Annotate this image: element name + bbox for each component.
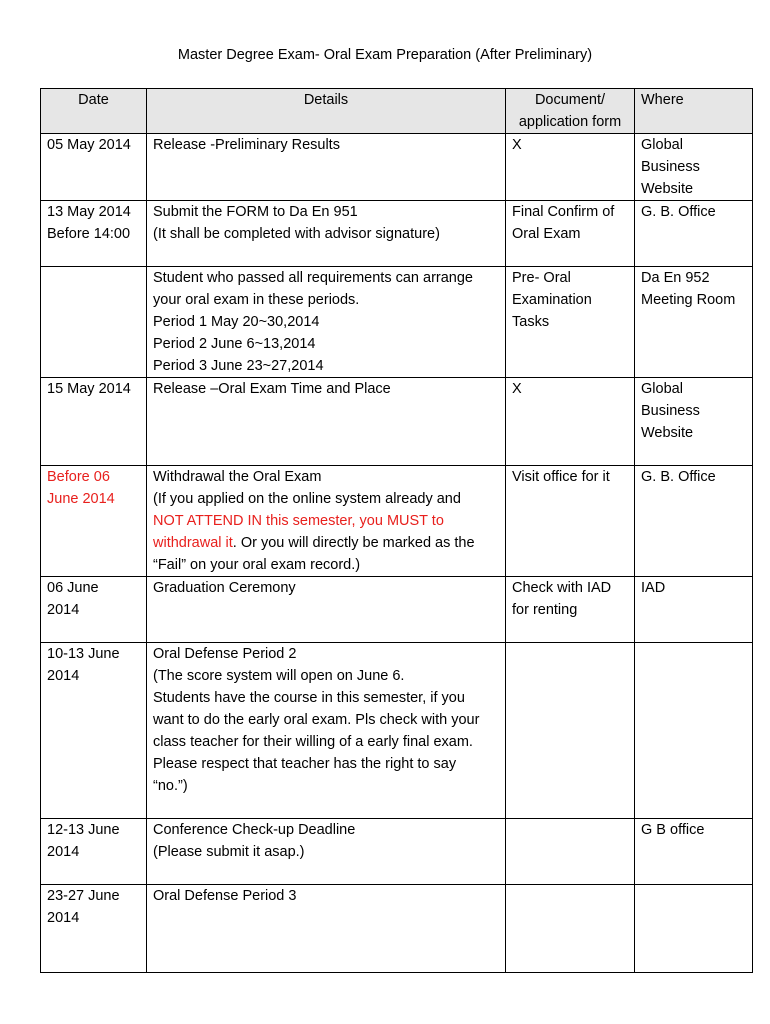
cell-where [635, 643, 753, 819]
cell-where: G B office [635, 819, 753, 885]
cell-where: Global Business Website [635, 378, 753, 466]
page-title: Master Degree Exam- Oral Exam Preparation (After Preliminary) [177, 47, 593, 63]
cell-details: Conference Check-up Deadline (Please submit it asap.) [147, 819, 506, 885]
cell-date: Before 06 June 2014 [41, 466, 147, 577]
header-details: Details [147, 89, 506, 134]
cell-document: Final Confirm of Oral Exam [506, 201, 635, 267]
cell-document [506, 643, 635, 819]
table-row [41, 267, 753, 378]
cell-date: 12-13 June 2014 [41, 819, 147, 885]
cell-where: Global Business Website [635, 134, 753, 201]
cell-document [506, 819, 635, 885]
table-row [41, 643, 753, 819]
cell-document [506, 885, 635, 973]
cell-details: Withdrawal the Oral Exam (If you applied on the online system already and NOT ATTEND IN this semester, you MUST to withdrawal it. Or you will directly be marked as the “Fail” on your oral exam record.) [147, 466, 506, 577]
cell-where: IAD [635, 577, 753, 643]
schedule-table [40, 88, 753, 973]
cell-date [41, 267, 147, 378]
cell-details: Submit the FORM to Da En 951 (It shall be completed with advisor signature) [147, 201, 506, 267]
table-row [41, 577, 753, 643]
table-row [41, 134, 753, 201]
cell-details: Student who passed all requirements can arrange your oral exam in these periods. Period 1 May 20~30,2014 Period 2 June 6~13,2014 Period 3 June 23~27,2014 [147, 267, 506, 378]
cell-document: X [506, 134, 635, 201]
cell-details: Release –Oral Exam Time and Place [147, 378, 506, 466]
cell-details: Graduation Ceremony [147, 577, 506, 643]
withdrawal-emphasis: withdrawal it [153, 535, 233, 551]
cell-details: Oral Defense Period 2 (The score system will open on June 6. Students have the course in this semester, if you want to do the early oral exam. Pls check with your class teacher for their willing of a early final exam. Please respect that teacher has the right to say “no.”) [147, 643, 506, 819]
cell-date: 05 May 2014 [41, 134, 147, 201]
cell-date: 13 May 2014 Before 14:00 [41, 201, 147, 267]
cell-where: Da En 952 Meeting Room [635, 267, 753, 378]
cell-where: G. B. Office [635, 466, 753, 577]
cell-date: 10-13 June 2014 [41, 643, 147, 819]
cell-document: Check with IAD for renting [506, 577, 635, 643]
header-document: Document/ application form [506, 89, 635, 134]
cell-date: 15 May 2014 [41, 378, 147, 466]
cell-document: Visit office for it [506, 466, 635, 577]
table-row [41, 201, 753, 267]
header-where: Where [635, 89, 753, 134]
cell-document: X [506, 378, 635, 466]
cell-where: G. B. Office [635, 201, 753, 267]
cell-details: Release -Preliminary Results [147, 134, 506, 201]
table-header-row [41, 89, 753, 134]
table-row [41, 466, 753, 577]
table-row [41, 819, 753, 885]
cell-details: Oral Defense Period 3 [147, 885, 506, 973]
cell-date: 23-27 June 2014 [41, 885, 147, 973]
table-row [41, 378, 753, 466]
header-date: Date [41, 89, 147, 134]
cell-document: Pre- Oral Examination Tasks [506, 267, 635, 378]
table-row [41, 885, 753, 973]
cell-where [635, 885, 753, 973]
cell-date: 06 June 2014 [41, 577, 147, 643]
